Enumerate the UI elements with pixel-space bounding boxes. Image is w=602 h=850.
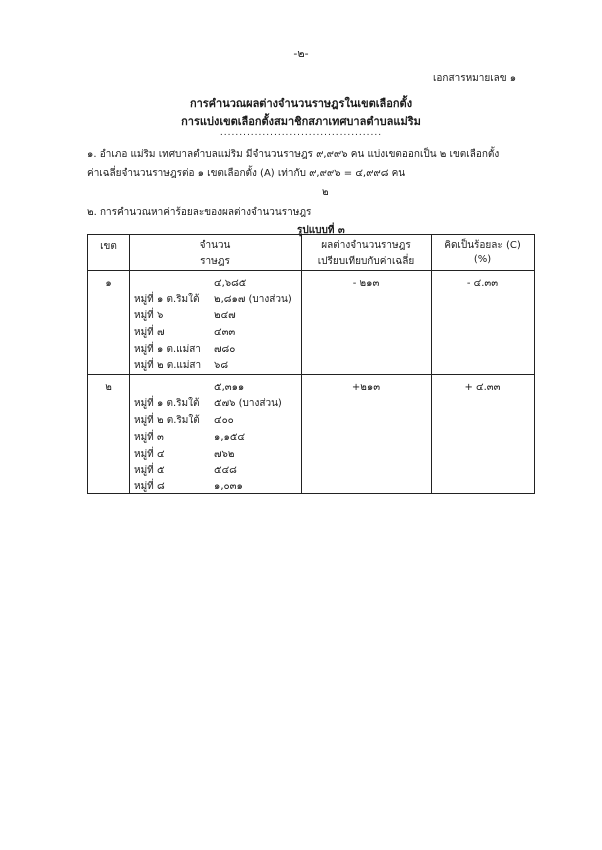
page-number: -๒- <box>293 47 309 60</box>
zone-number: ๒ <box>105 382 112 393</box>
village-name: หมู่ที่ ๒ ต.ริมใต้ <box>134 415 200 426</box>
header-diff-line1: ผลต่างจำนวนราษฎร <box>321 240 411 251</box>
fraction-denominator: ๒ <box>322 187 329 198</box>
population-table <box>87 234 535 494</box>
village-count: ๖๘ <box>214 360 229 371</box>
header-divider <box>88 270 534 271</box>
village-count: ๔๐๐ <box>214 415 234 426</box>
header-pct-line2: (%) <box>473 254 492 265</box>
village-name: หมู่ที่ ๑ ต.ริมใต้ <box>134 398 200 409</box>
zone-diff: - ๒๑๓ <box>352 278 380 289</box>
village-name: หมู่ที่ ๑ ต.ริมใต้ <box>134 294 200 305</box>
village-count: ๕๗๖ (บางส่วน) <box>214 398 282 409</box>
village-count: ๔๓๓ <box>214 327 236 338</box>
village-name: หมู่ที่ ๗ <box>134 327 165 338</box>
village-count: ๗๘๐ <box>214 344 236 355</box>
zone-total: ๕,๓๑๑ <box>214 382 245 393</box>
zone-total: ๔,๖๘๕ <box>214 278 247 289</box>
header-zone: เขต <box>100 241 117 252</box>
village-name: หมู่ที่ ๘ <box>134 481 165 492</box>
column-divider <box>129 235 130 493</box>
zone-pct: + ๔.๓๓ <box>464 382 501 393</box>
paragraph-1: ๑. อำเภอ แม่ริม เทศบาลตำบลแม่ริม มีจำนวนราษฎร ๙,๙๙๖ คน แบ่งเขตออกเป็น ๒ เขตเลือกตั้ง <box>87 149 500 160</box>
village-name: หมู่ที่ ๓ <box>134 432 164 443</box>
paragraph-2: ค่าเฉลี่ยจำนวนราษฎรต่อ ๑ เขตเลือกตั้ง (A) เท่ากับ ๙,๙๙๖ = ๔,๙๙๘ คน <box>87 168 406 179</box>
village-name: หมู่ที่ ๔ <box>134 449 165 460</box>
dotted-separator: .......................................... <box>219 128 383 138</box>
village-name: หมู่ที่ ๒ ต.แม่สา <box>134 360 202 371</box>
village-count: ๒,๘๑๗ (บางส่วน) <box>214 294 292 305</box>
zone-divider <box>88 374 534 375</box>
title-line-1: การคำนวณผลต่างจำนวนราษฎรในเขตเลือกตั้ง <box>189 97 413 110</box>
column-divider <box>301 235 302 493</box>
paragraph-3: ๒. การคำนวณหาค่าร้อยละของผลต่างจำนวนราษฎร <box>87 207 312 218</box>
village-count: ๑,๐๓๑ <box>214 481 243 492</box>
village-count: ๑,๑๕๔ <box>214 432 246 443</box>
title-line-2: การแบ่งเขตเลือกตั้งสมาชิกสภาเทศบาลตำบลแม่ริม <box>181 115 421 128</box>
zone-number: ๑ <box>105 278 112 289</box>
column-divider <box>431 235 432 493</box>
header-pct-line1: คิดเป็นร้อยละ (C) <box>444 240 521 251</box>
village-name: หมู่ที่ ๕ <box>134 465 165 476</box>
village-count: ๕๔๘ <box>214 465 237 476</box>
header-diff-line2: เปรียบเทียบกับค่าเฉลี่ย <box>317 256 415 267</box>
zone-diff: +๒๑๓ <box>351 382 381 393</box>
zone-pct: - ๔.๓๓ <box>466 278 499 289</box>
village-name: หมู่ที่ ๑ ต.แม่สา <box>134 344 201 355</box>
village-name: หมู่ที่ ๖ <box>134 310 164 321</box>
village-count: ๗๖๒ <box>214 449 235 460</box>
header-count-line2: ราษฎร <box>200 256 230 267</box>
village-count: ๒๔๗ <box>214 310 236 321</box>
document-reference: เอกสารหมายเลข ๑ <box>433 73 517 84</box>
form-label: รูปแบบที่ ๓ <box>297 225 345 236</box>
header-count-line1: จำนวน <box>199 240 231 251</box>
